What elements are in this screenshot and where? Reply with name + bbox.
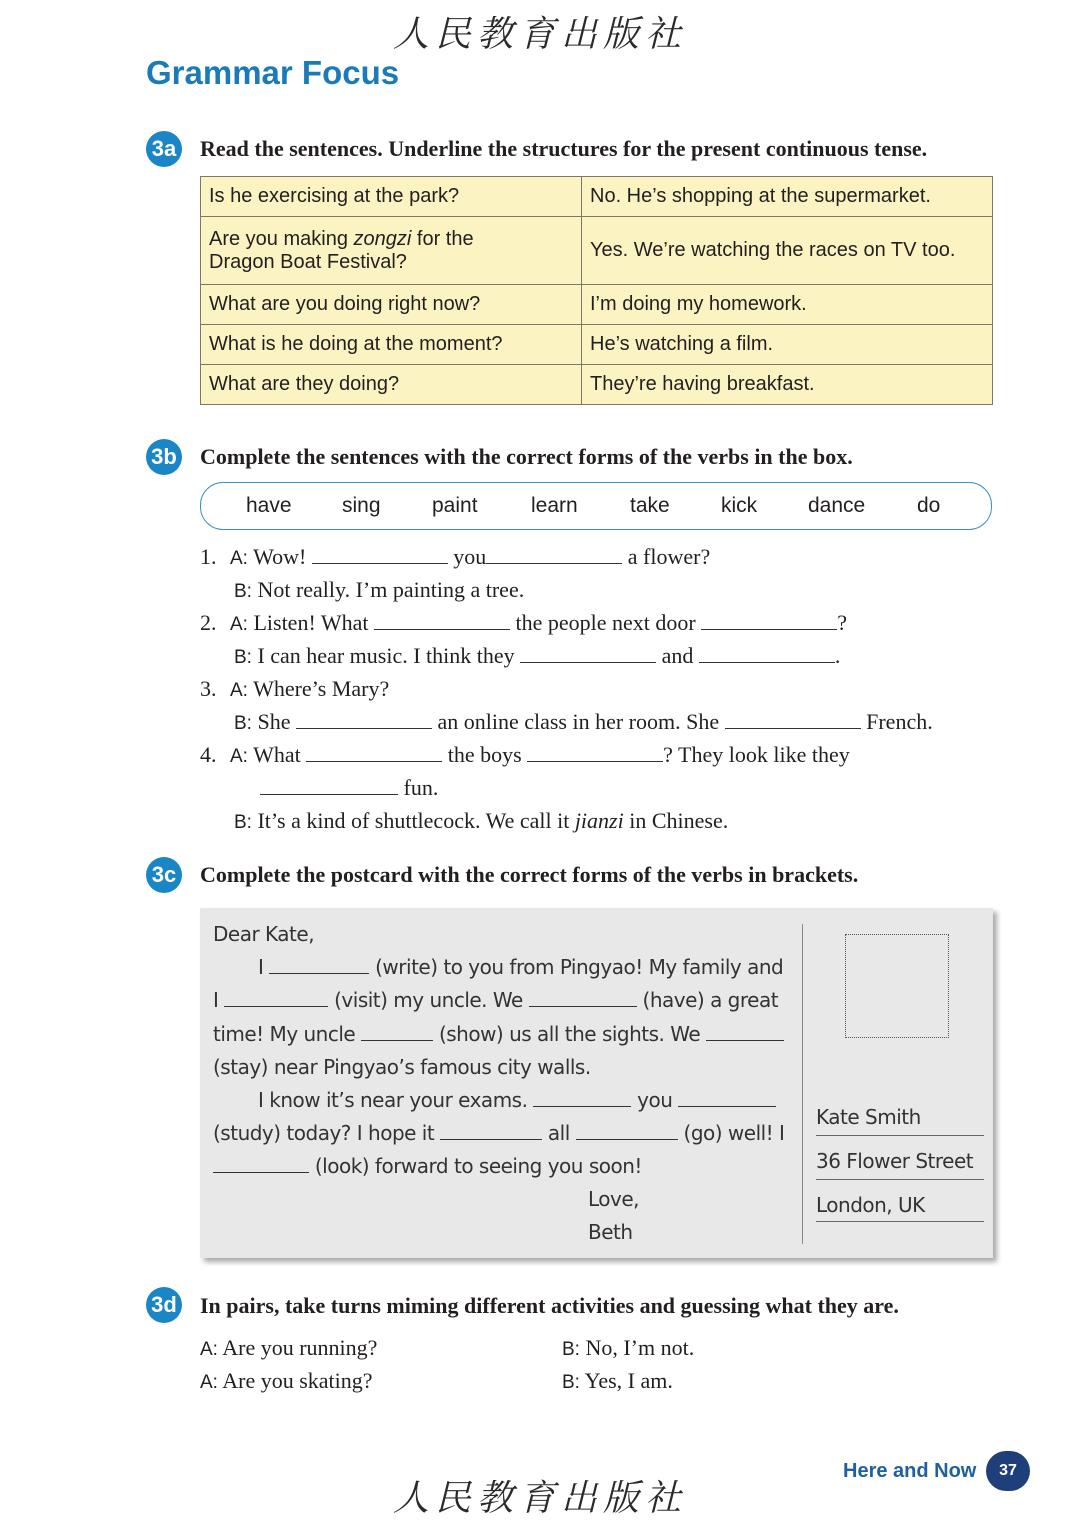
speaker-label: B: — [562, 1339, 580, 1360]
question-2-b — [234, 643, 840, 669]
table-row — [201, 325, 993, 365]
line-text: the boys — [447, 742, 522, 767]
verb-word: sing — [342, 494, 381, 517]
question-4-a-cont — [260, 775, 438, 801]
answer-cell: No. He’s shopping at the supermarket. — [582, 177, 993, 217]
badge-3b: 3b — [146, 439, 182, 475]
badge-3c: 3c — [146, 857, 182, 893]
publisher-watermark-bottom: 人民教育出版社 — [392, 1478, 687, 1519]
answer-blank[interactable] — [678, 1088, 776, 1107]
line-text: (visit) my uncle. We — [334, 988, 523, 1012]
line-text: you — [453, 544, 487, 569]
question-cell: Is he exercising at the park? — [201, 177, 582, 217]
publisher-watermark-top: 人民教育出版社 — [392, 14, 687, 55]
answer-blank[interactable] — [699, 644, 835, 663]
verb-box — [200, 482, 992, 530]
line-text: I can hear music. I think they — [257, 643, 515, 668]
answer-blank[interactable] — [306, 743, 442, 762]
postcard-signoff: Love, — [588, 1187, 640, 1211]
answer-blank[interactable] — [520, 644, 656, 663]
line-text: a flower? — [627, 544, 711, 569]
line-text: Yes, I am. — [584, 1368, 673, 1393]
line-text: (write) to you from Pingyao! My family and — [375, 955, 784, 979]
question-2-a — [200, 610, 847, 636]
answer-blank[interactable] — [725, 710, 861, 729]
line-text: Are you skating? — [222, 1368, 373, 1393]
verb-word: kick — [721, 494, 758, 517]
table-row — [201, 217, 993, 285]
postcard-line — [258, 1088, 776, 1112]
line-text: I — [258, 955, 264, 979]
line-text: ? — [837, 610, 848, 635]
answer-cell: He’s watching a film. — [582, 325, 993, 365]
line-text: the people next door — [515, 610, 696, 635]
address-line: London, UK — [816, 1193, 984, 1222]
dialogue-b — [562, 1368, 673, 1394]
line-italic: jianzi — [574, 808, 624, 833]
badge-3a: 3a — [146, 131, 182, 167]
line-text: Are you running? — [222, 1335, 378, 1360]
question-3-b — [234, 709, 933, 735]
answer-blank[interactable] — [706, 1022, 784, 1041]
line-text: It’s a kind of shuttlecock. We call it — [257, 808, 575, 833]
question-1-a — [200, 544, 710, 570]
question-cell: What are you doing right now? — [201, 285, 582, 325]
instruction-3d: In pairs, take turns miming different activities and guessing what they are. — [200, 1293, 899, 1318]
answer-blank[interactable] — [213, 1154, 309, 1173]
question-4-a — [200, 742, 850, 768]
postcard-line — [213, 1121, 784, 1145]
line-text: I — [213, 988, 219, 1012]
question-text: Are you making — [209, 227, 354, 250]
speaker-label: B: — [234, 581, 252, 602]
line-text: and — [661, 643, 694, 668]
question-text: for the — [411, 227, 474, 250]
question-cell: What are they doing? — [201, 365, 582, 405]
instruction-3b: Complete the sentences with the correct forms of the verbs in the box. — [200, 444, 853, 469]
table-row — [201, 177, 993, 217]
dialogue-a — [200, 1335, 377, 1361]
line-text: No, I’m not. — [585, 1335, 695, 1360]
line-text: you — [637, 1088, 673, 1112]
dialogue-b — [562, 1335, 694, 1361]
speaker-label: B: — [562, 1372, 580, 1393]
postcard-line — [258, 955, 783, 979]
instruction-3c: Complete the postcard with the correct forms of the verbs in brackets. — [200, 862, 859, 887]
table-row — [201, 365, 993, 405]
line-text: (go) well! I — [683, 1121, 785, 1145]
speaker-label: A: — [230, 614, 248, 635]
instruction-3a: Read the sentences. Underline the structures for the present continuous tense. — [200, 136, 928, 161]
address-line: 36 Flower Street — [816, 1149, 984, 1180]
speaker-label: B: — [234, 713, 252, 734]
line-text: (look) forward to seeing you soon! — [314, 1154, 642, 1178]
line-text: time! My uncle — [213, 1022, 356, 1046]
speaker-label: A: — [230, 680, 248, 701]
answer-blank[interactable] — [701, 611, 837, 630]
verb-word: paint — [432, 494, 478, 517]
line-text: an online class in her room. She — [437, 709, 720, 734]
line-text: She — [257, 709, 291, 734]
postcard-divider — [802, 924, 803, 1244]
speaker-label: A: — [200, 1372, 218, 1393]
line-text: Wow! — [253, 544, 307, 569]
line-text: Where’s Mary? — [253, 676, 390, 701]
question-3-a — [200, 676, 389, 702]
answer-blank[interactable] — [260, 776, 398, 795]
speaker-label: B: — [234, 647, 252, 668]
verb-word: take — [630, 494, 670, 517]
footer-unit-title: Here and Now — [843, 1460, 977, 1482]
answer-blank[interactable] — [576, 1121, 678, 1140]
line-text: (show) us all the sights. We — [438, 1022, 701, 1046]
question-number: 2. — [200, 610, 217, 635]
verb-word: have — [246, 494, 292, 517]
address-line: Kate Smith — [816, 1105, 984, 1136]
page-number: 37 — [986, 1451, 1030, 1491]
question-text: Dragon Boat Festival? — [209, 250, 407, 273]
line-text: in Chinese. — [623, 808, 729, 833]
line-text: ? They look like they — [663, 742, 850, 767]
sentences-table — [200, 176, 993, 405]
question-italic: zongzi — [353, 227, 412, 250]
answer-cell: They’re having breakfast. — [582, 365, 993, 405]
answer-blank[interactable] — [374, 611, 510, 630]
line-text: I know it’s near your exams. — [258, 1088, 528, 1112]
question-1-b — [234, 577, 524, 603]
answer-cell: I’m doing my homework. — [582, 285, 993, 325]
answer-blank[interactable] — [224, 988, 328, 1007]
postcard-line — [213, 1022, 784, 1046]
speaker-label: A: — [230, 548, 248, 569]
line-text: . — [834, 643, 841, 668]
speaker-label: A: — [200, 1339, 218, 1360]
postcard-signature: Beth — [588, 1220, 633, 1244]
line-text: Listen! What — [253, 610, 369, 635]
answer-blank[interactable] — [269, 955, 369, 974]
line-text: (have) a great — [642, 988, 779, 1012]
answer-blank[interactable] — [312, 545, 448, 564]
postcard-line — [213, 988, 778, 1012]
question-number: 1. — [200, 544, 217, 569]
question-number: 3. — [200, 676, 217, 701]
table-row — [201, 285, 993, 325]
page-title: Grammar Focus — [146, 54, 400, 91]
stamp-box — [845, 934, 949, 1038]
line-text: Not really. I’m painting a tree. — [257, 577, 525, 602]
answer-blank[interactable] — [361, 1022, 433, 1041]
postcard-line: (stay) near Pingyao’s famous city walls. — [213, 1055, 591, 1079]
line-text: French. — [866, 709, 933, 734]
question-cell — [201, 217, 582, 285]
question-number: 4. — [200, 742, 217, 767]
answer-blank[interactable] — [296, 710, 432, 729]
badge-3d: 3d — [146, 1287, 182, 1323]
line-text: (study) today? I hope it — [213, 1121, 435, 1145]
verb-word: learn — [531, 494, 578, 517]
postcard-greeting: Dear Kate, — [213, 922, 315, 946]
line-text: all — [547, 1121, 570, 1145]
answer-cell: Yes. We’re watching the races on TV too. — [582, 217, 993, 285]
verb-word: dance — [808, 494, 866, 517]
answer-blank[interactable] — [486, 545, 622, 564]
answer-blank[interactable] — [440, 1121, 542, 1140]
postcard-line — [213, 1154, 642, 1178]
answer-blank[interactable] — [533, 1088, 631, 1107]
line-text: fun. — [403, 775, 439, 800]
verb-word: do — [917, 494, 941, 517]
line-text: What — [253, 742, 301, 767]
answer-blank[interactable] — [529, 988, 637, 1007]
answer-blank[interactable] — [527, 743, 663, 762]
question-4-b — [234, 808, 728, 834]
speaker-label: B: — [234, 812, 252, 833]
speaker-label: A: — [230, 746, 248, 767]
question-cell: What is he doing at the moment? — [201, 325, 582, 365]
dialogue-a — [200, 1368, 373, 1394]
